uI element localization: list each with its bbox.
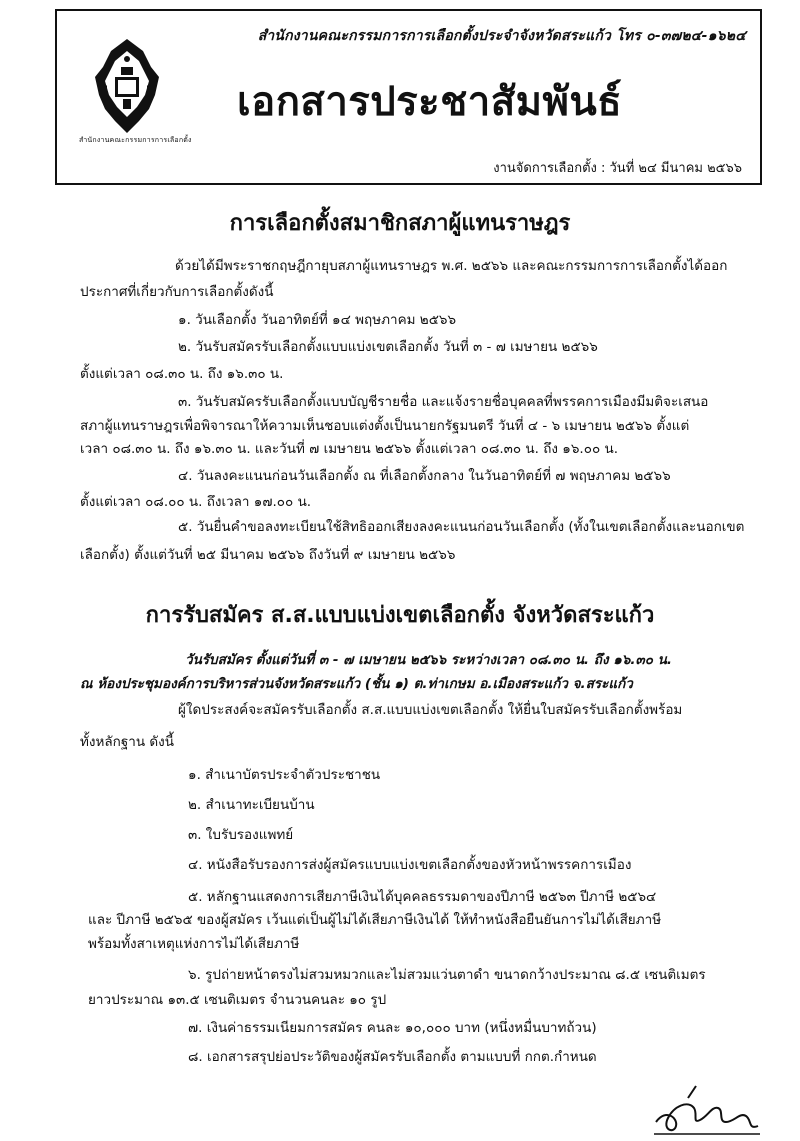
section1-intro-line2: ประกาศที่เกี่ยวกับการเลือกตั้งดังนี้ [80,284,274,300]
required-doc-5-line1: ๕. หลักฐานแสดงการเสียภาษีเงินได้บุคคลธรรมดาของปีภาษี ๒๕๖๓ ปีภาษี ๒๕๖๔ [188,889,657,905]
required-doc-7: ๗. เงินค่าธรรมเนียมการสมัคร คนละ ๑๐,๐๐๐ บาท (หนึ่งหมื่นบาทถ้วน) [188,1020,597,1036]
office-line: สำนักงานคณะกรรมการการเลือกตั้งประจำจังหวัดสระแก้ว โทร ๐-๓๗๒๔-๑๖๒๔ [257,28,746,44]
required-doc-3: ๓. ใบรับรองแพทย์ [188,827,294,843]
required-doc-8: ๘. เอกสารสรุปย่อประวัติของผู้สมัครรับเลือกตั้ง ตามแบบที่ กกต.กำหนด [188,1049,597,1065]
section1-item2-line1: ๒. วันรับสมัครรับเลือกตั้งแบบแบ่งเขตเลือกตั้ง วันที่ ๓ - ๗ เมษายน ๒๕๖๖ [178,339,598,355]
required-doc-5-line3: พร้อมทั้งสาเหตุแห่งการไม่ได้เสียภาษี [88,936,300,952]
required-doc-1: ๑. สำเนาบัตรประจำตัวประชาชน [188,767,381,783]
document-title: เอกสารประชาสัมพันธ์ [237,79,623,125]
section1-item3-line3: เวลา ๐๘.๓๐ น. ถึง ๑๖.๓๐ น. และวันที่ ๗ เมษายน ๒๕๖๖ ตั้งแต่เวลา ๐๘.๓๐ น. ถึง ๑๖.๐๐ น. [80,441,619,457]
section1-item4-line1: ๔. วันลงคะแนนก่อนวันเลือกตั้ง ณ ที่เลือกตั้งกลาง ในวันอาทิตย์ที่ ๗ พฤษภาคม ๒๕๖๖ [178,468,671,484]
requirements-line1: ผู้ใดประสงค์จะสมัครรับเลือกตั้ง ส.ส.แบบแบ่งเขตเลือกตั้ง ให้ยื่นใบสมัครรับเลือกตั้งพร้อม [178,702,683,718]
emblem-caption: สำนักงานคณะกรรมการการเลือกตั้ง [79,136,192,144]
ect-emblem-icon [87,37,167,137]
signature-mark [648,1078,768,1138]
required-doc-4: ๔. หนังสือรับรองการส่งผู้สมัครแบบแบ่งเขตเลือกตั้งของหัวหน้าพรรคการเมือง [188,857,632,873]
required-doc-5-line2: และ ปีภาษี ๒๕๖๕ ของผู้สมัคร เว้นแต่เป็นผู้ไม่ได้เสียภาษีเงินได้ ให้ทำหนังสือยืนยันการไม่ได้เสียภาษี [88,912,662,928]
header-box [55,9,762,185]
section1-intro-line1: ด้วยได้มีพระราชกฤษฎีกายุบสภาผู้แทนราษฎร พ.ศ. ๒๕๖๖ และคณะกรรมการการเลือกตั้งได้ออก [175,258,728,274]
section1-heading: การเลือกตั้งสมาชิกสภาผู้แทนราษฎร [229,211,571,236]
required-doc-2: ๒. สำเนาทะเบียนบ้าน [188,797,315,813]
section1-item1: ๑. วันเลือกตั้ง วันอาทิตย์ที่ ๑๔ พฤษภาคม ๒๕๖๖ [178,312,457,328]
section1-item5-line1: ๕. วันยื่นคำขอลงทะเบียนใช้สิทธิออกเสียงลงคะแนนก่อนวันเลือกตั้ง (ทั้งในเขตเลือกตั้งและนอกเขต [178,519,745,535]
required-doc-6-line1: ๖. รูปถ่ายหน้าตรงไม่สวมหมวกและไม่สวมแว่นตาดำ ขนาดกว้างประมาณ ๘.๕ เซนติเมตร [188,967,706,983]
application-period-line2: ณ ห้องประชุมองค์การบริหารส่วนจังหวัดสระแก้ว (ชั้น ๑) ต.ท่าเกษม อ.เมืองสระแก้ว จ.สระแก้ว [80,676,633,692]
required-doc-6-line2: ยาวประมาณ ๑๓.๕ เซนติเมตร จำนวนคนละ ๑๐ รูป [88,992,387,1008]
section1-item4-line2: ตั้งแต่เวลา ๐๘.๐๐ น. ถึงเวลา ๑๗.๐๐ น. [80,494,312,510]
section1-item3-line2: สภาผู้แทนราษฎรเพื่อพิจารณาให้ความเห็นชอบแต่งตั้งเป็นนายกรัฐมนตรี วันที่ ๔ - ๖ เมษายน ๒๕๖๖ ตั้งแต่ [80,418,690,434]
section1-item5-line2: เลือกตั้ง) ตั้งแต่วันที่ ๒๕ มีนาคม ๒๕๖๖ ถึงวันที่ ๙ เมษายน ๒๕๖๖ [80,547,456,563]
section2-heading: การรับสมัคร ส.ส.แบบแบ่งเขตเลือกตั้ง จังหวัดสระแก้ว [145,603,655,628]
application-period-line1: วันรับสมัคร ตั้งแต่วันที่ ๓ - ๗ เมษายน ๒๕๖๖ ระหว่างเวลา ๐๘.๓๐ น. ถึง ๑๖.๓๐ น. [185,652,673,668]
requirements-line2: ทั้งหลักฐาน ดังนี้ [80,734,174,750]
section1-item2-line2: ตั้งแต่เวลา ๐๘.๓๐ น. ถึง ๑๖.๓๐ น. [80,366,284,382]
document-date-line: งานจัดการเลือกตั้ง : วันที่ ๒๔ มีนาคม ๒๕๖๖ [493,161,742,176]
section1-item3-line1: ๓. วันรับสมัครรับเลือกตั้งแบบบัญชีรายชื่อ และแจ้งรายชื่อบุคคลที่พรรคการเมืองมีมติจะเสนอ [178,394,709,410]
